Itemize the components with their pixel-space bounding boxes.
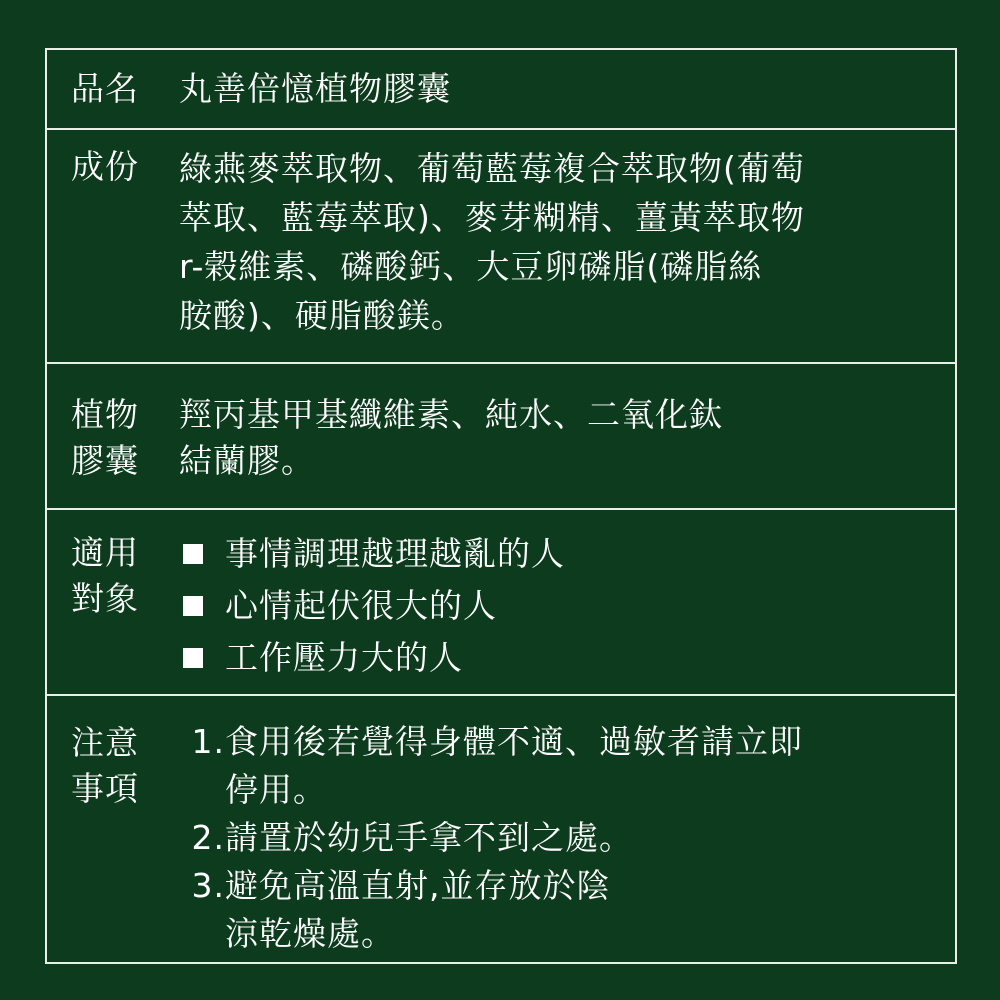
ingredients-line: 胺酸)、硬脂酸鎂。 — [179, 296, 465, 335]
label-notes: 注意 事項 — [71, 723, 139, 808]
row-notes — [47, 694, 955, 962]
target-item: 心情起伏很大的人 — [225, 586, 497, 625]
note-text-continued: 涼乾燥處。 — [225, 914, 395, 953]
row-capsule — [47, 362, 955, 508]
label-product-name: 品名 — [71, 69, 139, 108]
note-number: 2. — [191, 818, 225, 857]
note-text: 請置於幼兒手拿不到之處。 — [225, 818, 633, 857]
ingredients-line: r-榖維素、磷酸鈣、大豆卵磷脂(磷脂絲 — [179, 247, 763, 286]
target-item: 事情調理越理越亂的人 — [225, 534, 565, 573]
note-text: 避免高溫直射,並存放於陰 — [225, 866, 611, 905]
row-target — [47, 508, 955, 694]
ingredients-line: 綠燕麥萃取物、葡萄藍莓複合萃取物(葡萄 — [179, 149, 805, 188]
list-item — [175, 580, 949, 632]
product-name-text: 丸善倍憶植物膠囊 — [179, 69, 451, 108]
label-target: 適用 對象 — [71, 533, 139, 618]
list-item — [175, 632, 949, 684]
label-capsule: 植物 膠囊 — [71, 395, 139, 480]
target-item: 工作壓力大的人 — [225, 638, 463, 677]
note-number: 1. — [191, 722, 225, 761]
square-bullet-icon — [183, 596, 203, 616]
notes-list — [177, 718, 949, 958]
note-item — [177, 718, 949, 766]
info-table — [45, 48, 957, 964]
target-list — [175, 528, 949, 684]
square-bullet-icon — [183, 544, 203, 564]
product-name — [179, 66, 949, 112]
row-product-name — [47, 50, 955, 128]
list-item — [175, 528, 949, 580]
row-ingredients — [47, 128, 955, 362]
note-text: 食用後若覺得身體不適、過敏者請立即 — [225, 722, 803, 761]
capsule-line: 羥丙基甲基纖維素、純水、二氧化鈦 — [179, 395, 723, 434]
capsule-text — [179, 392, 949, 484]
label-ingredients: 成份 — [71, 147, 139, 186]
capsule-line: 結蘭膠。 — [179, 441, 315, 480]
square-bullet-icon — [183, 648, 203, 668]
ingredients-line: 萃取、藍莓萃取)、麥芽糊精、薑黃萃取物 — [179, 198, 805, 237]
note-item — [177, 814, 949, 862]
note-item — [177, 862, 949, 910]
ingredients-text — [179, 144, 949, 340]
note-number: 3. — [191, 866, 225, 905]
note-text-continued: 停用。 — [225, 770, 327, 809]
